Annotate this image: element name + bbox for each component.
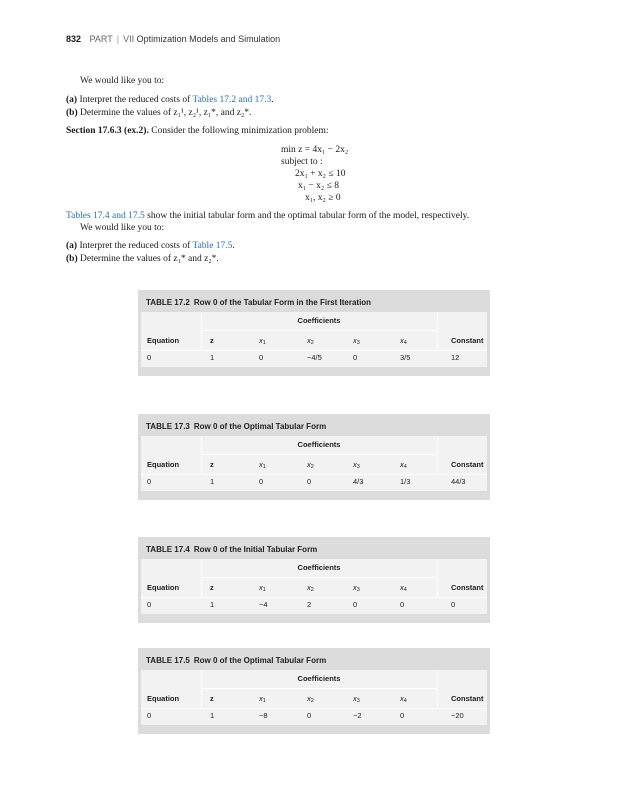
column-header: $x_3$	[353, 583, 360, 593]
table-id: TABLE 17.4	[146, 545, 190, 554]
table-cell: 0	[147, 477, 152, 486]
table-cell: 0	[307, 711, 312, 720]
table-cell: −8	[259, 711, 268, 720]
column-header: $x_2$	[307, 583, 314, 593]
table-title	[146, 545, 317, 554]
table-cell: 0	[147, 711, 152, 720]
table-cell: 0	[400, 711, 405, 720]
table-header-row	[141, 333, 487, 349]
table-id: TABLE 17.5	[146, 656, 190, 665]
coefficients-header: Coefficients	[297, 674, 341, 683]
table-header-row	[141, 691, 487, 707]
table-row	[141, 350, 487, 366]
coefficients-header: Coefficients	[297, 563, 341, 572]
table-cell: 0	[147, 600, 152, 609]
table-cell: 0	[259, 477, 264, 486]
column-header: $x_1$	[259, 583, 266, 593]
para-line-2: We would like you to:	[80, 223, 165, 233]
table-cell: 1/3	[400, 477, 411, 486]
column-header: $x_4$	[400, 583, 407, 593]
table-cell: 3/5	[400, 353, 411, 362]
section-label: Section 17.6.3 (ex.2).	[66, 126, 149, 136]
table-cell: 0	[307, 477, 312, 486]
column-header: $x_4$	[400, 694, 407, 704]
column-header: z	[210, 460, 214, 469]
column-header: Constant	[451, 583, 484, 592]
table-caption: Row 0 of the Initial Tabular Form	[193, 545, 318, 554]
subject-to: subject to :	[281, 157, 323, 167]
table-link[interactable]: Table 17.5	[192, 241, 233, 251]
item-text: Determine the values of z₁¹, z₂¹, z₁*, and z₂*.	[80, 108, 252, 118]
objective: min z = 4x₁ − 2x₂	[281, 145, 349, 155]
data-table	[138, 648, 490, 734]
table-cell: 0	[451, 600, 456, 609]
table-cell: 0	[147, 353, 152, 362]
item-label: (a)	[66, 241, 78, 251]
para-line	[66, 210, 469, 222]
table-row	[141, 474, 487, 490]
table-cell: 12	[451, 353, 460, 362]
table-cell: −4/5	[307, 353, 322, 362]
table-id: TABLE 17.2	[146, 298, 190, 307]
item-text: Interpret the reduced costs of	[79, 241, 193, 251]
table-cell: −20	[451, 711, 464, 720]
table-cell: 1	[210, 353, 215, 362]
table-cell: 2	[307, 600, 312, 609]
item-a1	[66, 94, 274, 106]
coefficients-header: Coefficients	[297, 316, 341, 325]
table-title	[146, 298, 371, 307]
table-row	[141, 597, 487, 613]
section-heading	[66, 125, 329, 137]
table-cell: 0	[353, 600, 358, 609]
table-cell: 4/3	[353, 477, 364, 486]
column-header: $x_1$	[259, 460, 266, 470]
item-b2	[66, 253, 219, 265]
table-title	[146, 422, 326, 431]
item-a2	[66, 240, 235, 252]
constraint-3: x₁, x₂ ≥ 0	[305, 193, 341, 203]
chapter-title: Optimization Models and Simulation	[136, 34, 281, 44]
column-header: $x_3$	[353, 694, 360, 704]
table-title	[146, 656, 326, 665]
column-header: $x_3$	[353, 460, 360, 470]
column-header: $x_3$	[353, 336, 360, 346]
table-cell: −4	[259, 600, 268, 609]
part-label: PART	[89, 34, 113, 44]
column-header: $x_4$	[400, 336, 407, 346]
table-cell: 0	[353, 353, 358, 362]
column-header: Constant	[451, 694, 484, 703]
data-table	[138, 537, 490, 623]
table-caption: Row 0 of the Optimal Tabular Form	[193, 656, 327, 665]
table-cell: 1	[210, 711, 215, 720]
column-header: z	[210, 583, 214, 592]
column-header: Equation	[147, 460, 180, 469]
table-cell: 44/3	[451, 477, 466, 486]
item-b1	[66, 107, 251, 119]
table-cell: 0	[400, 600, 405, 609]
table-row	[141, 708, 487, 724]
constraint-1: 2x₁ + x₂ ≤ 10	[295, 169, 346, 179]
data-table	[138, 290, 490, 376]
column-header: z	[210, 336, 214, 345]
table-cell: −2	[353, 711, 362, 720]
section-text: Consider the following minimization problem:	[151, 126, 329, 136]
item-text-end: .	[271, 95, 274, 105]
column-header: z	[210, 694, 214, 703]
column-header: $x_2$	[307, 336, 314, 346]
data-table	[138, 414, 490, 500]
table-header-row	[141, 457, 487, 473]
item-text: Determine the values of z₁* and z₂*.	[80, 254, 219, 264]
column-header: Equation	[147, 583, 180, 592]
tables-link[interactable]: Tables 17.2 and 17.3	[192, 95, 272, 105]
para-text: show the initial tabular form and the optimal tabular form of the model, respectively.	[147, 211, 470, 221]
part-number: VII	[123, 34, 135, 44]
item-text-end: .	[232, 241, 235, 251]
item-label: (b)	[66, 254, 78, 264]
table-cell: 0	[259, 353, 264, 362]
item-text: Interpret the reduced costs of	[79, 95, 193, 105]
constraint-2: x₁ − x₂ ≤ 8	[298, 181, 339, 191]
running-header: 832 PART | VII Optimization Models and Simulation	[66, 34, 281, 44]
table-id: TABLE 17.3	[146, 422, 190, 431]
column-header: Equation	[147, 694, 180, 703]
tables-link-2[interactable]: Tables 17.4 and 17.5	[66, 211, 145, 221]
column-header: $x_1$	[259, 694, 266, 704]
coefficients-header: Coefficients	[297, 440, 341, 449]
table-cell: 1	[210, 477, 215, 486]
column-header: $x_2$	[307, 694, 314, 704]
column-header: $x_1$	[259, 336, 266, 346]
item-label: (b)	[66, 108, 78, 118]
column-header: Constant	[451, 460, 484, 469]
item-label: (a)	[66, 95, 78, 105]
table-header-row	[141, 580, 487, 596]
table-caption: Row 0 of the Optimal Tabular Form	[193, 422, 327, 431]
column-header: $x_4$	[400, 460, 407, 470]
table-cell: 1	[210, 600, 215, 609]
column-header: $x_2$	[307, 460, 314, 470]
page-number: 832	[66, 34, 82, 44]
column-header: Equation	[147, 336, 180, 345]
column-header: Constant	[451, 336, 484, 345]
intro-line: We would like you to:	[80, 76, 165, 86]
table-caption: Row 0 of the Tabular Form in the First Iteration	[193, 298, 372, 307]
